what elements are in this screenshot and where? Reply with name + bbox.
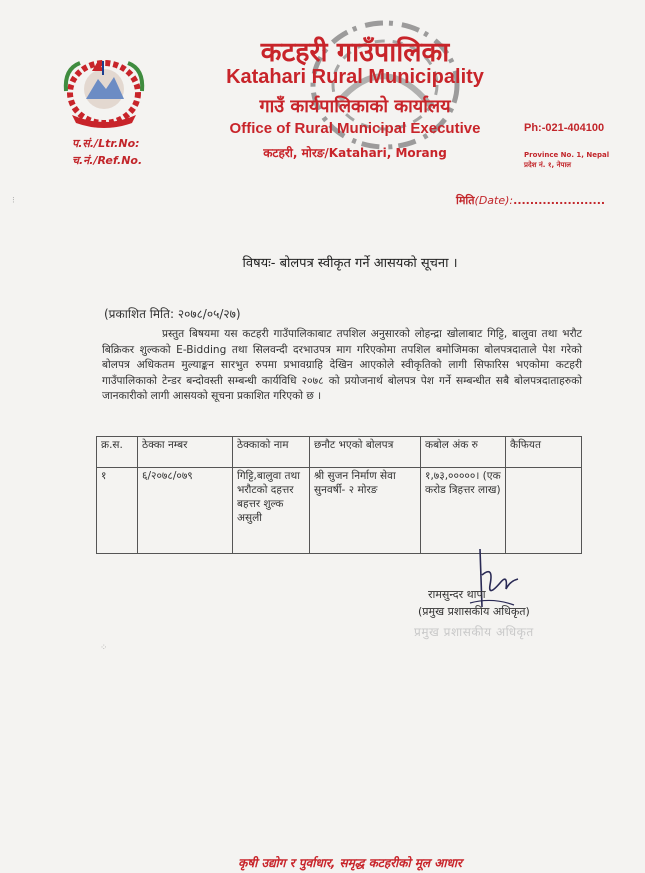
ref-no-row: च.नं./Ref.No. xyxy=(72,154,143,167)
cell-contract-name: गिट्टि,बालुवा तथा भरौटको दहत्तर बहत्तर शुल्क असुली xyxy=(233,468,310,554)
municipality-name-nepali: कटहरी गाउँपालिका xyxy=(260,37,450,68)
phone-number: Ph:-021-404100 xyxy=(524,122,605,134)
municipality-name-english: Katahari Rural Municipality xyxy=(226,66,484,88)
bid-table xyxy=(96,436,582,554)
date-field: मिति(Date):...................... xyxy=(456,194,606,207)
footer-slogan: कृषी उद्योग र पुर्वाधार, समृद्ध कटहरीको मूल आधार xyxy=(238,856,462,870)
col-remarks: कैफियत xyxy=(506,437,582,468)
scan-mark-2: ⁘ xyxy=(100,643,108,653)
signatory-name: रामसुन्दर थापा xyxy=(428,588,486,601)
col-selected-bid: छनौट भएको बोलपत्र xyxy=(310,437,421,468)
faded-title-impression: प्रमुख प्रशासकीय अधिकृत xyxy=(414,625,534,639)
province-nepali: प्रदेश नं. १, नेपाल xyxy=(524,161,572,169)
cell-remarks xyxy=(506,468,582,554)
letter-numbers xyxy=(72,135,142,169)
notice-subject: विषयः- बोलपत्र स्वीकृत गर्ने आसयको सूचना । xyxy=(242,256,458,271)
ltr-no-row: प.सं./Ltr.No: xyxy=(72,137,140,150)
cell-bid-amount: १,७३,०००००। (एक करोड त्रिहत्तर लाख) xyxy=(421,468,506,554)
municipality-emblem xyxy=(58,55,150,131)
col-contract-number: ठेक्का नम्बर xyxy=(138,437,233,468)
col-bid-amount: कबोल अंक रु xyxy=(421,437,506,468)
col-contract-name: ठेक्काको नाम xyxy=(233,437,310,468)
published-date: (प्रकाशित मिति: २०७८/०५/२७) xyxy=(104,307,241,321)
province-english: Province No. 1, Nepal xyxy=(524,151,610,159)
office-name-english: Office of Rural Municipal Executive xyxy=(229,120,481,137)
col-serial: क्र.स. xyxy=(97,437,138,468)
office-name-nepali: गाउँ कार्यपालिकाको कार्यालय xyxy=(259,96,451,117)
notice-body: प्रस्तुत बिषयमा यस कटहरी गाउँपालिकाबाट तपशिल अनुसारको लोहन्द्रा खोलाबाट गिट्टि, बालुवा तथा भरौट बिक्रिकर शुल्कको E-Bidding तथा सिलवन्दी दरभाउपत्र माग गरिएकोमा तपशिल बमोजिमका बोलपत्रदाताले पेश गरेको बोलपत्र अधिकतम मुल्याङ्कन सारभुत रुपमा प्रभावग्राहि देखिन आएकोले स्वीकृतिको लागी सिफारिस भएकोमा कटहरी गाउँपालिकाको टेन्डर बन्दोवस्ती सम्बन्धी कार्यविधि २०७८ को प्रयोजनार्थ बोलपत्र पेश गर्ने सम्बन्धीत सबै बोलपत्रदाताहरुको जानकारीको लागी आसयको सूचना प्रकाशित गरिएको छ । xyxy=(102,328,582,403)
signatory-title: (प्रमुख प्रशासकीय अधिकृत) xyxy=(418,605,530,618)
cell-selected-bid: श्री सुजन निर्माण सेवा सुनवर्षी- २ मोरङ xyxy=(310,468,421,554)
scan-mark: ⁝ xyxy=(12,196,15,206)
cell-serial: १ xyxy=(97,468,138,554)
cell-contract-number: ६/२०७८/०७९ xyxy=(138,468,233,554)
table-row xyxy=(97,468,582,554)
table-header-row xyxy=(97,437,582,468)
office-address: कटहरी, मोरङ/Katahari, Morang xyxy=(263,146,447,160)
province-info xyxy=(524,150,609,170)
